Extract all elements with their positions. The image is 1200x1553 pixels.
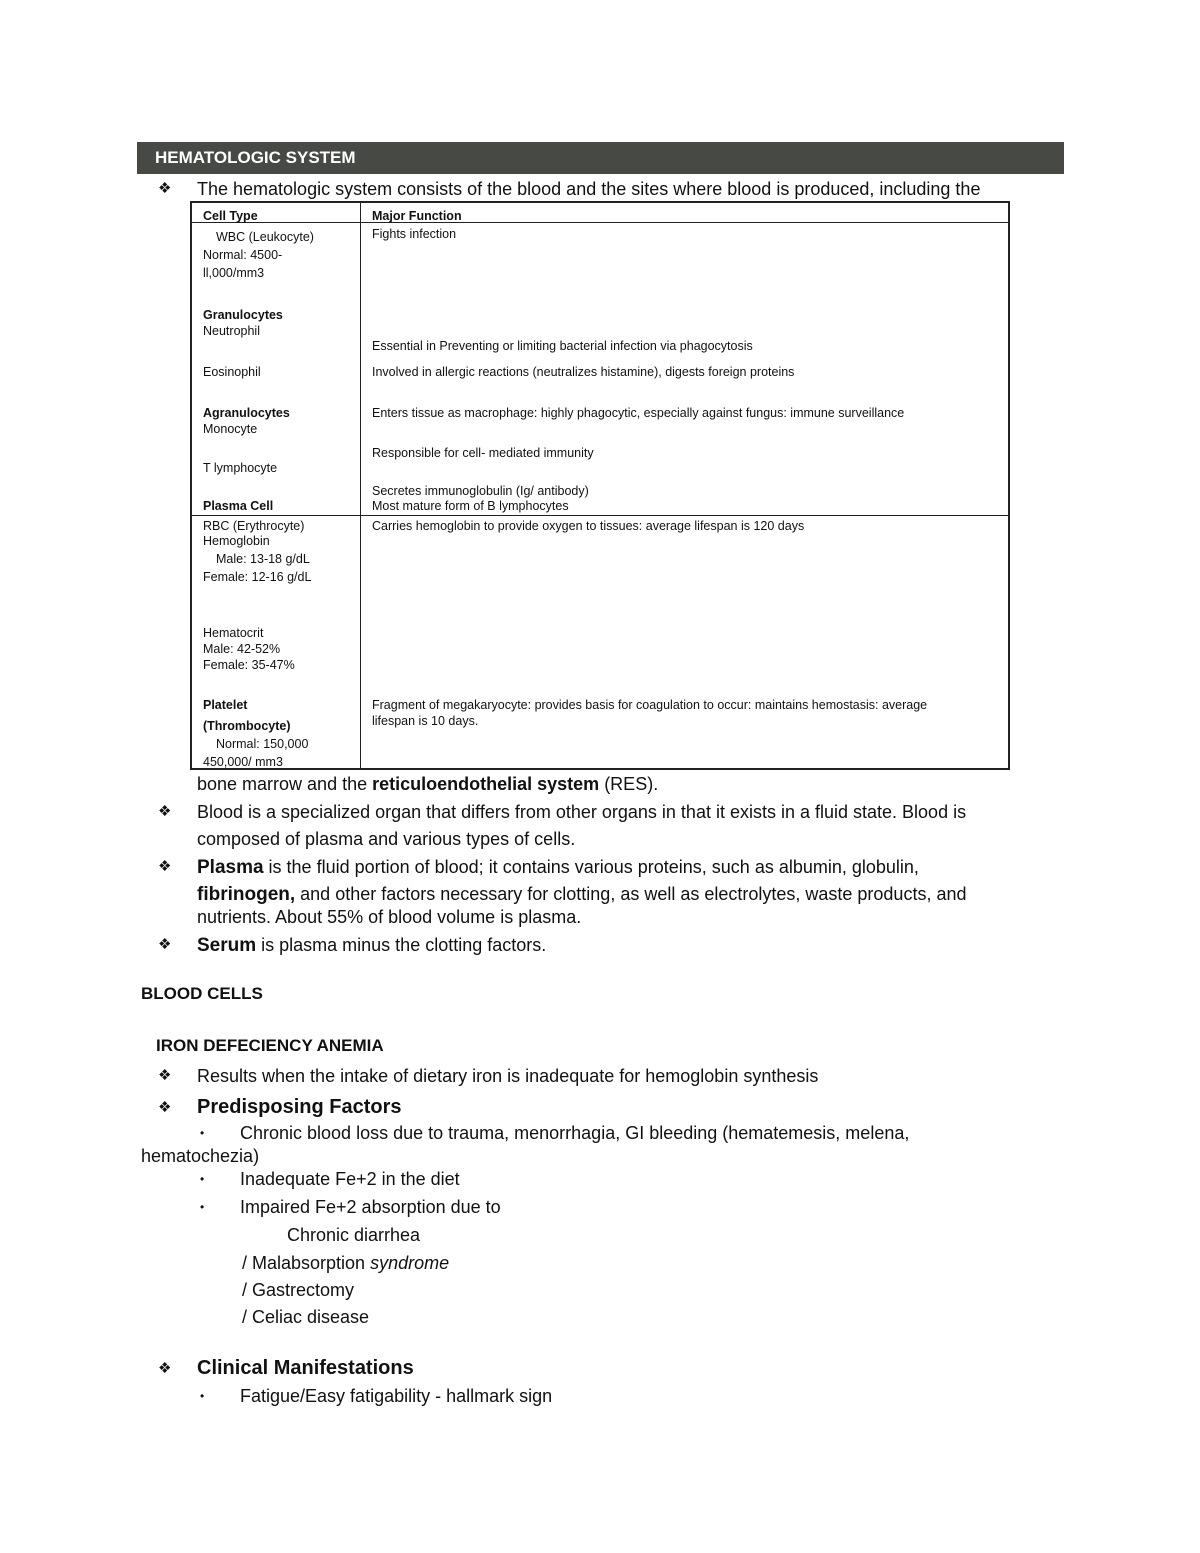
platelet-normal-b: 450,000/ mm3 (203, 755, 283, 769)
iron-anemia-intro: Results when the intake of dietary iron is inadequate for hemoglobin synthesis (197, 1066, 819, 1086)
plasma-cell-label: Plasma Cell (203, 499, 274, 513)
eosinophil-function: Involved in allergic reactions (neutralizes histamine), digests foreign proteins (372, 365, 795, 379)
eosinophil-label: Eosinophil (203, 365, 261, 379)
sub-factor-3: / Gastrectomy (242, 1280, 355, 1300)
platelet-function-1: Fragment of megakaryocyte: provides basis for coagulation to occur: maintains hemostasis: average (372, 698, 928, 712)
platelet-function-2: lifespan is 10 days. (372, 714, 479, 728)
iron-anemia-heading: IRON DEFECIENCY ANEMIA (156, 1036, 384, 1055)
blood-paragraph-line-1: Blood is a specialized organ that differs from other organs in that it exists in a fluid state. Blood is (197, 802, 967, 822)
neutrophil-function: Essential in Preventing or limiting bacterial infection via phagocytosis (372, 339, 753, 353)
sub-factor-1: Chronic diarrhea (287, 1225, 421, 1245)
diamond-bullet-icon: ❖ (158, 180, 172, 197)
sub-factor-4: / Celiac disease (242, 1307, 370, 1327)
agranulocytes-title: Agranulocytes (203, 406, 290, 420)
diamond-bullet-icon: ❖ (158, 1360, 172, 1377)
platelet-title-1: Platelet (203, 698, 248, 712)
section-header-bar (137, 142, 1064, 174)
plasma-term: Plasma (197, 857, 264, 878)
tlymphocyte-function: Responsible for cell- mediated immunity (372, 446, 594, 460)
table-header-major-function: Major Function (372, 209, 462, 223)
rbc-function: Carries hemoglobin to provide oxygen to tissues: average lifespan is 120 days (372, 519, 805, 533)
wbc-normal-a: Normal: 4500- (203, 248, 283, 262)
bullet-icon: • (200, 1126, 205, 1140)
cell-type-table (190, 201, 1010, 770)
diamond-bullet-icon: ❖ (158, 858, 172, 875)
intro-line-1: The hematologic system consists of the blood and the sites where blood is produced, including the (197, 179, 981, 199)
tlymphocyte-label: T lymphocyte (203, 461, 278, 475)
wbc-function: Fights infection (372, 227, 457, 241)
blood-cells-heading: BLOOD CELLS (141, 984, 263, 1003)
plasma-paragraph-line-1: Plasma is the fluid portion of blood; it contains various proteins, such as albumin, globulin, (197, 857, 919, 878)
table-row-divider (192, 515, 1008, 516)
section-title: HEMATOLOGIC SYSTEM (155, 148, 356, 167)
monocyte-label: Monocyte (203, 422, 258, 436)
hematocrit-male: Male: 42-52% (203, 642, 281, 656)
diamond-bullet-icon: ❖ (158, 1099, 172, 1116)
intro-line-2: bone marrow and the reticuloendothelial system (RES). (197, 774, 659, 794)
serum-paragraph: Serum is plasma minus the clotting factors. (197, 935, 547, 956)
factor-3: Impaired Fe+2 absorption due to (240, 1197, 501, 1217)
diamond-bullet-icon: ❖ (158, 1067, 172, 1084)
fibrinogen-term: fibrinogen, (197, 884, 296, 905)
hemoglobin-label: Hemoglobin (203, 534, 270, 548)
serum-term: Serum (197, 935, 257, 956)
factor-2: Inadequate Fe+2 in the diet (240, 1169, 460, 1189)
plasma-cell-function-2: Most mature form of B lymphocytes (372, 499, 569, 513)
monocyte-function: Enters tissue as macrophage: highly phagocytic, especially against fungus: immune surveillance (372, 406, 905, 420)
clinical-manifestations-heading: Clinical Manifestations (197, 1357, 414, 1379)
blood-paragraph-line-2: composed of plasma and various types of cells. (197, 829, 576, 849)
factor-1-line-1: Chronic blood loss due to trauma, menorrhagia, GI bleeding (hematemesis, melena, (240, 1123, 910, 1143)
diamond-bullet-icon: ❖ (158, 803, 172, 820)
wbc-title: WBC (Leukocyte) (216, 230, 314, 244)
rbc-title: RBC (Erythrocyte) (203, 519, 305, 533)
bullet-icon: • (200, 1389, 205, 1403)
hematocrit-female: Female: 35-47% (203, 658, 295, 672)
clinical-item-1: Fatigue/Easy fatigability - hallmark sign (240, 1386, 553, 1406)
plasma-paragraph-line-3: nutrients. About 55% of blood volume is plasma. (197, 907, 582, 927)
neutrophil-label: Neutrophil (203, 324, 260, 338)
table-header-divider (192, 222, 1008, 223)
diamond-bullet-icon: ❖ (158, 936, 172, 953)
plasma-paragraph-line-2: fibrinogen, and other factors necessary for clotting, as well as electrolytes, waste products, and (197, 884, 967, 905)
granulocytes-title: Granulocytes (203, 308, 283, 322)
res-term: reticuloendothelial system (372, 774, 600, 794)
hemoglobin-female: Female: 12-16 g/dL (203, 570, 312, 584)
plasma-cell-function-1: Secretes immunoglobulin (Ig/ antibody) (372, 484, 589, 498)
platelet-title-2: (Thrombocyte) (203, 719, 291, 733)
wbc-normal-b: ll,000/mm3 (203, 266, 265, 280)
predisposing-factors-heading: Predisposing Factors (197, 1096, 402, 1118)
bullet-icon: • (200, 1172, 205, 1186)
table-column-divider (360, 203, 361, 768)
sub-factor-2: / Malabsorption syndrome (242, 1253, 450, 1273)
bullet-icon: • (200, 1200, 205, 1214)
platelet-normal-a: Normal: 150,000 (216, 737, 309, 751)
hematocrit-label: Hematocrit (203, 626, 264, 640)
hemoglobin-male: Male: 13-18 g/dL (216, 552, 310, 566)
table-header-cell-type: Cell Type (203, 209, 258, 223)
factor-1-line-2: hematochezia) (141, 1146, 260, 1166)
